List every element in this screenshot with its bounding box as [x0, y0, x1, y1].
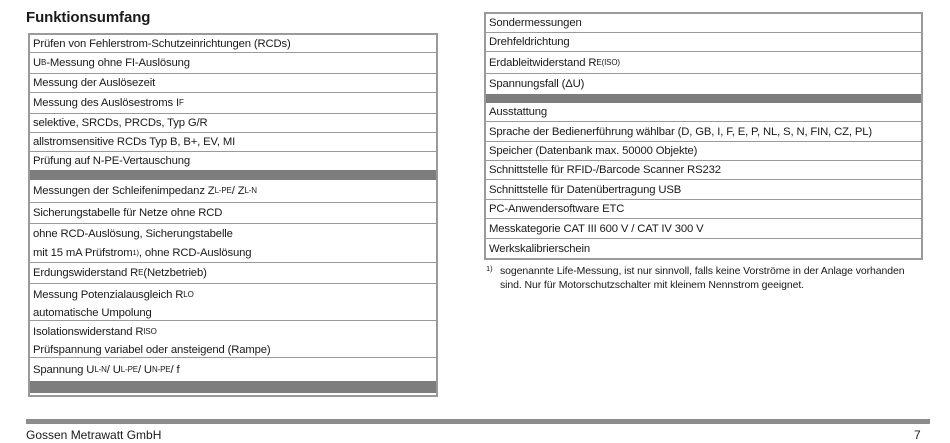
- table-row: Isolationswiderstand R ISO: [33, 325, 157, 338]
- table-row: Prüfung auf N-PE-Vertauschung: [33, 155, 191, 167]
- table-row: Messung der Auslösezeit: [30, 74, 436, 93]
- table-row: automatische Umpolung: [30, 305, 436, 321]
- footer-rule: [26, 419, 930, 424]
- table-row: Messung Potenzialausgleich R LO: [33, 288, 194, 301]
- table-row: Sondermessungen: [486, 14, 921, 33]
- footer-company: Gossen Metrawatt GmbH: [26, 428, 162, 442]
- footnote-text: sogenannte Life-Messung, ist nur sinnvoll, falls keine Vorströme in der Anlage vorhanden sind. Nur für Motorschutzschalter mit kleinem Nennstrom geeignet.: [500, 265, 905, 291]
- section-divider: [486, 94, 921, 103]
- table-row: Spannung U L-N / U L-PE / U N-PE / f: [33, 363, 180, 376]
- right-feature-table: [484, 12, 923, 260]
- section-heading: Funktionsumfang: [26, 9, 151, 26]
- table-row: ohne RCD-Auslösung, Sicherungstabelle: [33, 227, 233, 240]
- table-row: Messungen der Schleifenimpedanz Z L-PE / Z L-N: [30, 180, 436, 203]
- left-feature-table: [28, 33, 438, 397]
- table-row: Messkategorie CAT III 600 V / CAT IV 300 V: [486, 219, 921, 239]
- table-row: Prüfspannung variabel oder ansteigend (Rampe): [30, 342, 436, 358]
- table-row: Erdungswiderstand R E (Netzbetrieb): [30, 263, 436, 284]
- table-row: Ausstattung: [486, 103, 921, 122]
- table-row: PC-Anwendersoftware ETC: [486, 200, 921, 219]
- table-row: Sprache der Bedienerführung wählbar (D, GB, I, F, E, P, NL, S, N, FIN, CZ, PL): [486, 122, 921, 142]
- table-row: Erdableitwiderstand R E(ISO): [486, 52, 921, 74]
- section-divider: [30, 170, 436, 180]
- table-row: mit 15 mA Prüfstrom 1) , ohne RCD-Auslösung: [30, 243, 436, 263]
- table-row: allstromsensitive RCDs Typ B, B+, EV, MI: [30, 133, 436, 152]
- table-row: Speicher (Datenbank max. 50000 Objekte): [486, 142, 921, 161]
- table-row: Drehfeldrichtung: [486, 33, 921, 52]
- table-row: Spannungsfall (ΔU): [489, 78, 585, 90]
- table-row: U B -Messung ohne FI-Auslösung: [30, 53, 436, 74]
- table-row: Sicherungstabelle für Netze ohne RCD: [30, 203, 436, 224]
- table-row: Schnittstelle für RFID-/Barcode Scanner RS232: [486, 161, 921, 180]
- page-number: 7: [914, 428, 921, 442]
- section-divider: [30, 381, 436, 393]
- table-row: Prüfen von Fehlerstrom-Schutzeinrichtungen (RCDs): [30, 35, 436, 53]
- footnote-marker: 1): [486, 264, 493, 273]
- table-row: Messung des Auslösestroms I F: [30, 93, 436, 114]
- table-row: Schnittstelle für Datenübertragung USB: [486, 180, 921, 200]
- table-row: Werkskalibrierschein: [489, 242, 591, 255]
- table-row: selektive, SRCDs, PRCDs, Typ G/R: [30, 114, 436, 133]
